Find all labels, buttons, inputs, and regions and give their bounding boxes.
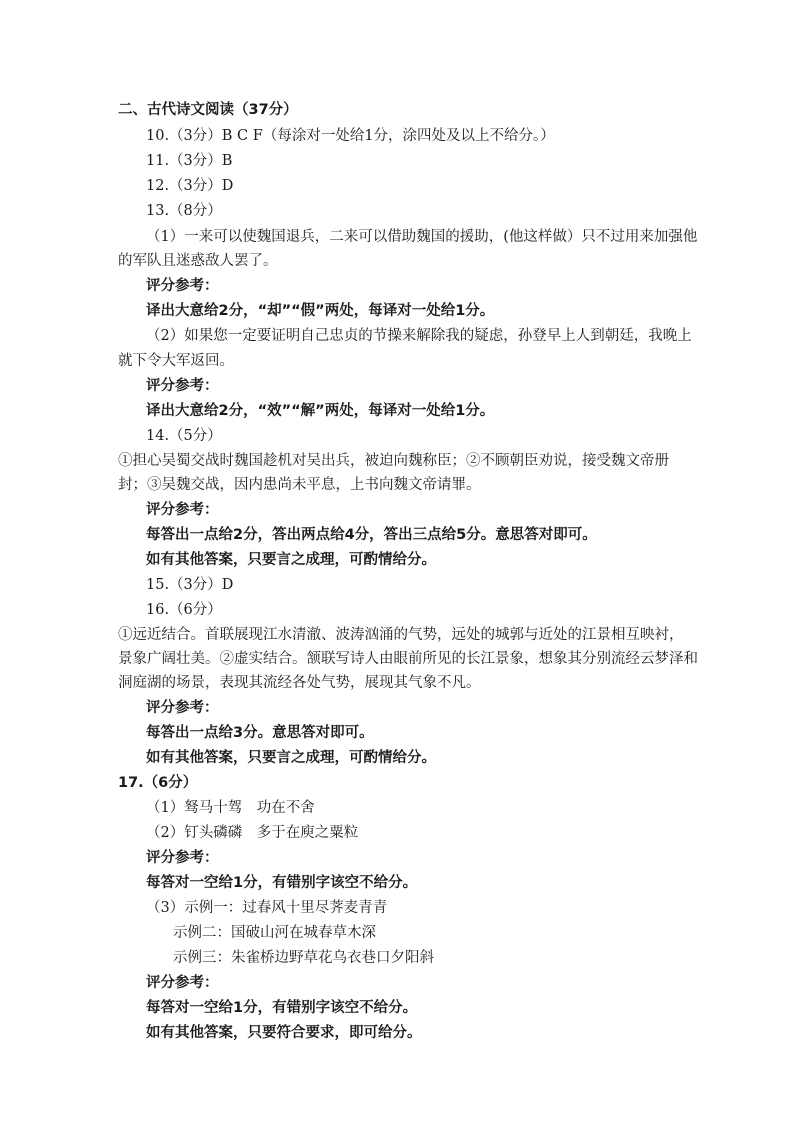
q17-ref-label-2: 评分参考： xyxy=(146,975,219,991)
q14-heading: 14.（5分） xyxy=(146,428,222,444)
q11-answer: 11.（3分）B xyxy=(146,153,233,169)
q15-answer: 15.（3分）D xyxy=(146,577,234,593)
q16-heading: 16.（6分） xyxy=(146,602,222,618)
q16-answer-line3: 洞庭湖的场景，表现其流经各处气势，展现其气象不凡。 xyxy=(118,675,481,691)
q17-ref-label-1: 评分参考： xyxy=(146,850,219,866)
q14-answer-line1: ①担心吴蜀交战时魏国趁机对吴出兵，被迫向魏称臣；②不顾朝臣劝说，接受魏文帝册 xyxy=(118,453,669,469)
q14-ref-label: 评分参考： xyxy=(146,502,219,518)
q13-answer1-line1: （1）一来可以使魏国退兵，二来可以借助魏国的援助，(他这样做）只不过用来加强他 xyxy=(146,229,698,245)
q17-answer2: （2）钉头磷磷 多于在庾之粟粒 xyxy=(146,825,359,841)
q13-answer2-line2: 就下令大军返回。 xyxy=(118,353,234,369)
q17-ref-text-3: 如有其他答案，只要符合要求，即可给分。 xyxy=(146,1025,422,1041)
q17-answer1: （1）驽马十驾 功在不舍 xyxy=(146,800,315,816)
q17-ref-text-1: 每答对一空给1分，有错别字该空不给分。 xyxy=(146,875,418,891)
q14-ref-text-1: 每答出一点给2分，答出两点给4分，答出三点给5分。意思答对即可。 xyxy=(146,527,597,543)
q13-answer2-line1: （2）如果您一定要证明自己忠贞的节操来解除我的疑虑，孙登早上人到朝廷，我晚上 xyxy=(146,328,692,344)
q13-ref-text-2: 译出大意给2分，“效”“解”两处，每译对一处给1分。 xyxy=(146,403,495,419)
q13-answer1-line2: 的军队且迷惑敌人罢了。 xyxy=(118,253,278,269)
q17-ref-text-2: 每答对一空给1分，有错别字该空不给分。 xyxy=(146,1000,418,1016)
q10-answer: 10.（3分）B C F（每涂对一处给1分，涂四处及以上不给分。） xyxy=(146,128,555,144)
q17-answer3-example2: 示例二：国破山河在城春草木深 xyxy=(173,925,376,941)
q16-ref-text-2: 如有其他答案，只要言之成理，可酌情给分。 xyxy=(146,750,436,766)
q17-heading: 17.（6分） xyxy=(118,775,198,791)
section-title: 二、古代诗文阅读（37分） xyxy=(118,102,298,118)
q16-answer-line2: 景象广阔壮美。②虚实结合。颔联写诗人由眼前所见的长江景象，想象其分别流经云梦泽和 xyxy=(118,651,698,667)
q17-answer3-example1: （3）示例一：过春风十里尽荠麦青青 xyxy=(146,900,388,916)
q17-answer3-example3: 示例三：朱雀桥边野草花乌衣巷口夕阳斜 xyxy=(173,950,434,966)
q16-ref-label: 评分参考： xyxy=(146,700,219,716)
q13-ref-label-1: 评分参考： xyxy=(146,278,219,294)
q12-answer: 12.（3分）D xyxy=(146,178,234,194)
q16-answer-line1: ①远近结合。首联展现江水清澈、波涛汹涌的气势，远处的城郭与近处的江景相互映衬， xyxy=(118,627,684,643)
q14-ref-text-2: 如有其他答案，只要言之成理，可酌情给分。 xyxy=(146,552,436,568)
q13-ref-text-1: 译出大意给2分，“却”“假”两处，每译对一处给1分。 xyxy=(146,303,495,319)
q13-heading: 13.（8分） xyxy=(146,203,222,219)
q16-ref-text-1: 每答出一点给3分。意思答对即可。 xyxy=(146,725,374,741)
q14-answer-line2: 封；③吴魏交战，因内患尚未平息，上书向魏文帝请罪。 xyxy=(118,477,481,493)
q13-ref-label-2: 评分参考： xyxy=(146,378,219,394)
